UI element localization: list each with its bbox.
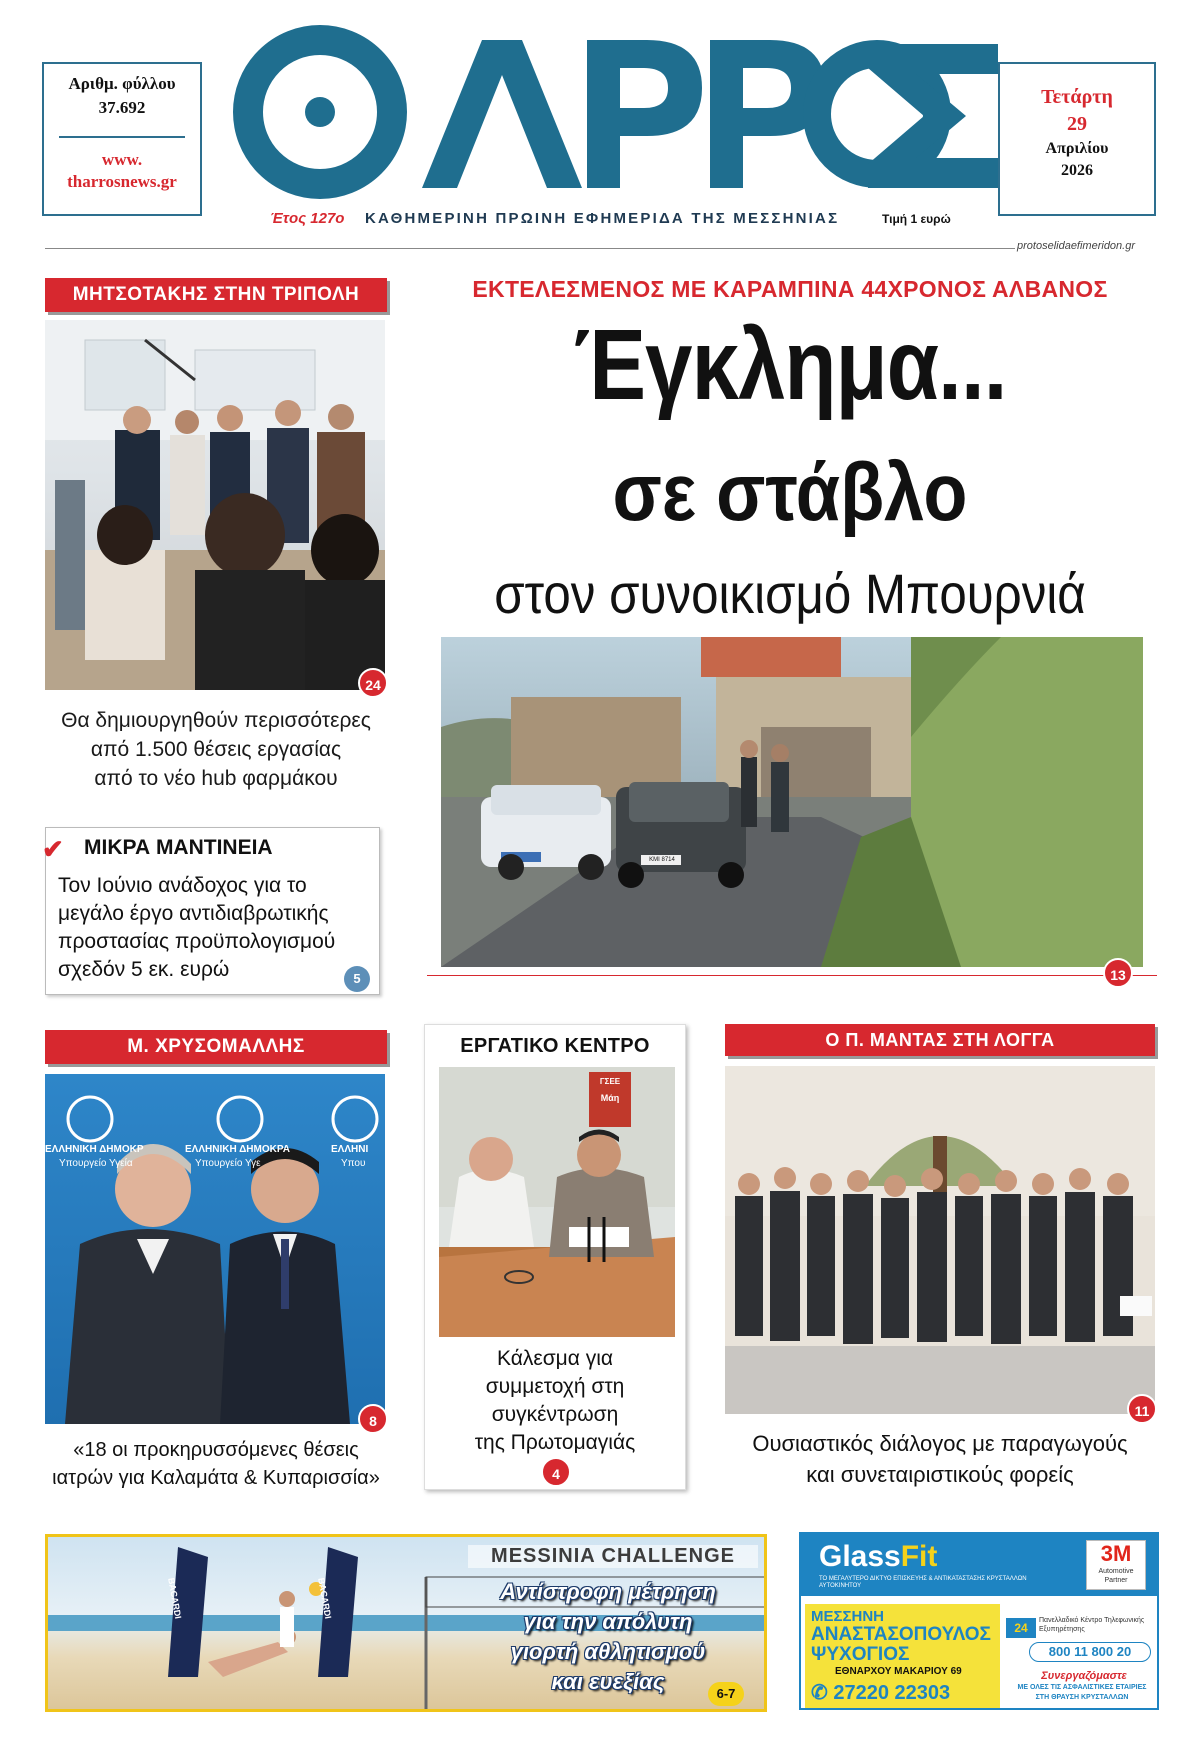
ad-city: ΜΕΣΣΗΝΗ	[811, 1608, 885, 1625]
bottom-left-photo[interactable]	[45, 1074, 385, 1424]
date-year: 2026	[1061, 162, 1093, 179]
classroom-illustration	[45, 320, 385, 690]
wall-text: ΕΛΛΗΝΙ	[331, 1144, 369, 1155]
masthead-year: Έτος 127ο	[270, 210, 345, 227]
mikra-mantineia-line: μεγάλο έργο αντιδιαβρωτικής	[58, 902, 329, 925]
left-story-caption-line: Θα δημιουργηθούν περισσότερες	[61, 709, 371, 732]
glassfit-ad[interactable]	[799, 1532, 1159, 1710]
ad-center-phone[interactable]: 800 11 800 20	[1029, 1642, 1151, 1662]
ad-insurers-c: ΣΤΗ ΘΡΑΥΣΗ ΚΡΥΣΤΑΛΛΩΝ	[1035, 1694, 1129, 1701]
promo-text	[458, 1577, 758, 1697]
main-story-photo[interactable]	[441, 637, 1143, 967]
ergatiko-photo[interactable]	[439, 1067, 675, 1337]
promo-text-line: για την απόλυτη	[523, 1609, 693, 1634]
header-rule	[45, 248, 1015, 249]
main-headline-1: Έγκλημα...	[573, 309, 1007, 421]
ad-brand	[819, 1540, 937, 1574]
issue-box	[42, 62, 202, 216]
ergatiko-label: ΕΡΓΑΤΙΚΟ ΚΕΝΤΡΟ	[460, 1035, 650, 1057]
bottom-right-caption-line: Ουσιαστικός διάλογος με παραγωγούς	[752, 1431, 1128, 1456]
website-line-1: www.	[101, 150, 143, 169]
masthead-letters	[232, 20, 962, 200]
issue-label: Αριθμ. φύλλου	[68, 74, 176, 93]
bottom-right-photo[interactable]	[725, 1066, 1155, 1414]
meeting-illustration	[725, 1066, 1155, 1414]
ad-name-1: ΑΝΑΣΤΑΣΟΠΟΥΛΟΣ	[811, 1624, 991, 1645]
date-number: 29	[1067, 113, 1087, 135]
website-line-2: tharrosnews.gr	[67, 172, 177, 191]
messinia-challenge-promo[interactable]	[45, 1534, 767, 1712]
ergatiko-caption-line: συγκέντρωση	[491, 1403, 619, 1426]
main-subhead: στον συνοικισμό Μπουρνιά	[494, 562, 1086, 625]
promo-title: MESSINIA CHALLENGE	[468, 1545, 758, 1568]
credit-text: protoselidaefimeridon.gr	[1017, 240, 1136, 252]
date-month: Απριλίου	[1045, 140, 1109, 157]
ad-address: ΕΘΝΑΡΧΟΥ ΜΑΚΑΡΙΟΥ 69	[835, 1666, 962, 1677]
left-story-caption-line: από το νέο hub φαρμάκου	[94, 767, 338, 790]
left-story-page-badge[interactable]: 24	[358, 668, 388, 698]
masthead-sigma	[858, 36, 1008, 196]
mikra-mantineia-box	[42, 827, 380, 995]
crime-scene-illustration	[441, 637, 1143, 967]
press-conference-illustration	[439, 1067, 675, 1337]
mikra-mantineia-title: ΜΙΚΡΑ ΜΑΝΤΙΝΕΙΑ	[84, 836, 273, 859]
mikra-mantineia-page-badge[interactable]: 5	[344, 966, 370, 992]
left-story-photo[interactable]	[45, 320, 385, 690]
mikra-mantineia-line: Τον Ιούνιο ανάδοχος για το	[58, 874, 307, 897]
mikra-mantineia-line: προστασίας προϋπολογισμού	[58, 930, 336, 953]
check-icon: ✔	[42, 834, 64, 864]
masthead-title	[232, 20, 962, 200]
phone-icon: ✆	[811, 1682, 828, 1704]
left-story-label: ΜΗΤΣΟΤΑΚΗΣ ΣΤΗΝ ΤΡΙΠΟΛΗ	[45, 278, 387, 312]
ad-brand-a: Glass	[819, 1540, 901, 1573]
wall-text: ΕΛΛΗΝΙΚΗ ΔΗΜΟΚΡ	[45, 1144, 144, 1155]
ergatiko-caption-line: Κάλεσμα για	[496, 1347, 614, 1370]
main-headline-2: σε στάβλο	[612, 447, 968, 538]
bottom-right-page-badge[interactable]: 11	[1127, 1394, 1157, 1424]
issue-divider	[59, 136, 185, 138]
ad-insurers-b: ΜΕ ΟΛΕΣ ΤΙΣ ΑΣΦΑΛΙΣΤΙΚΕΣ ΕΤΑΙΡΙΕΣ	[1017, 1684, 1147, 1691]
main-story-rule	[427, 975, 1157, 976]
ad-brand-b: Fit	[900, 1540, 938, 1573]
left-story-caption-line: από 1.500 θέσεις εργασίας	[90, 738, 342, 761]
ergatiko-page-badge[interactable]: 4	[541, 1457, 571, 1487]
ad-logo: 3M	[1100, 1541, 1132, 1566]
ergatiko-box	[424, 1024, 686, 1490]
flag-text: BACARDI	[316, 1577, 334, 1620]
ad-24-badge: 24	[1006, 1618, 1036, 1638]
wall-text: Υπουργείο Υγε	[195, 1158, 261, 1169]
ministry-illustration	[45, 1074, 385, 1424]
poster-text-b: Μάη	[600, 1093, 620, 1103]
main-kicker: ΕΚΤΕΛΕΣΜΕΝΟΣ ΜΕ ΚΑΡΑΜΠΙΝΑ 44ΧΡΟΝΟΣ ΑΛΒΑΝΟΣ	[472, 276, 1108, 302]
mikra-mantineia-line: σχεδόν 5 εκ. ευρώ	[58, 958, 230, 981]
car-plate: KMI 8714	[649, 857, 675, 863]
bottom-right-caption-line: και συνεταιριστικούς φορείς	[806, 1462, 1074, 1487]
ad-logo-box	[1086, 1540, 1146, 1590]
bottom-left-caption	[45, 1436, 387, 1492]
wall-text: Υπου	[341, 1158, 366, 1169]
wall-text: ΕΛΛΗΝΙΚΗ ΔΗΜΟΚΡΑ	[185, 1144, 290, 1155]
masthead-tagline: ΚΑΘΗΜΕΡΙΝΗ ΠΡΩΙΝΗ ΕΦΗΜΕΡΙΔΑ ΤΗΣ ΜΕΣΣΗΝΙΑΣ	[365, 210, 840, 227]
promo-text-line: Αντίστροφη μέτρηση	[500, 1579, 716, 1604]
masthead-price: Τιμή 1 ευρώ	[882, 212, 951, 226]
promo-text-line: γιορτή αθλητισμού	[510, 1639, 706, 1664]
ad-phone-number[interactable]: 27220 22303	[833, 1682, 951, 1704]
left-story-caption	[45, 706, 387, 793]
ad-name-2: ΨΥΧΟΓΙΟΣ	[811, 1644, 910, 1665]
date-day: Τετάρτη	[1041, 86, 1113, 108]
ad-phone	[811, 1680, 950, 1705]
mikra-mantineia-text	[58, 872, 335, 984]
ad-insurers-a: Συνεργαζόμαστε	[1041, 1670, 1127, 1682]
bottom-left-caption-line: «18 οι προκηρυσσόμενες θέσεις	[73, 1439, 359, 1461]
bottom-right-label: Ο Π. ΜΑΝΤΑΣ ΣΤΗ ΛΟΓΓΑ	[725, 1024, 1155, 1056]
wall-text: Υπουργείο Υγεία	[59, 1158, 133, 1169]
date-box	[998, 62, 1156, 216]
main-story-page-badge[interactable]: 13	[1103, 958, 1133, 988]
bottom-left-page-badge[interactable]: 8	[358, 1404, 388, 1434]
ergatiko-caption-line: της Πρωτομαγιάς	[474, 1431, 636, 1454]
ad-brand-sub: ΤΟ ΜΕΓΑΛΥΤΕΡΟ ΔΙΚΤΥΟ ΕΠΙΣΚΕΥΗΣ & ΑΝΤΙΚΑΤΑΣΤΑΣΗΣ ΚΡΥΣΤΑΛΛΩΝ ΑΥΤΟΚΙΝΗΤΟΥ	[819, 1576, 1027, 1589]
ad-center-text: Πανελλαδικό Κέντρο Τηλεφωνικής Εξυπηρέτησης	[1039, 1617, 1145, 1633]
bottom-right-caption	[725, 1428, 1155, 1490]
ad-logo-sub: Automotive Partner	[1098, 1568, 1134, 1584]
issue-number: 37.692	[98, 98, 146, 117]
bottom-left-caption-line: ιατρών για Καλαμάτα & Κυπαρισσία»	[52, 1467, 380, 1489]
ergatiko-caption	[425, 1345, 685, 1457]
ergatiko-caption-line: συμμετοχή στη	[485, 1375, 625, 1398]
promo-page-badge[interactable]: 6-7	[708, 1682, 744, 1706]
flag-text: BACARDI	[166, 1577, 184, 1620]
promo-text-line: και ευεξίας	[551, 1669, 665, 1694]
bottom-left-label: Μ. ΧΡΥΣΟΜΑΛΛΗΣ	[45, 1030, 387, 1064]
poster-text-a: ΓΣΕΕ	[599, 1077, 621, 1086]
